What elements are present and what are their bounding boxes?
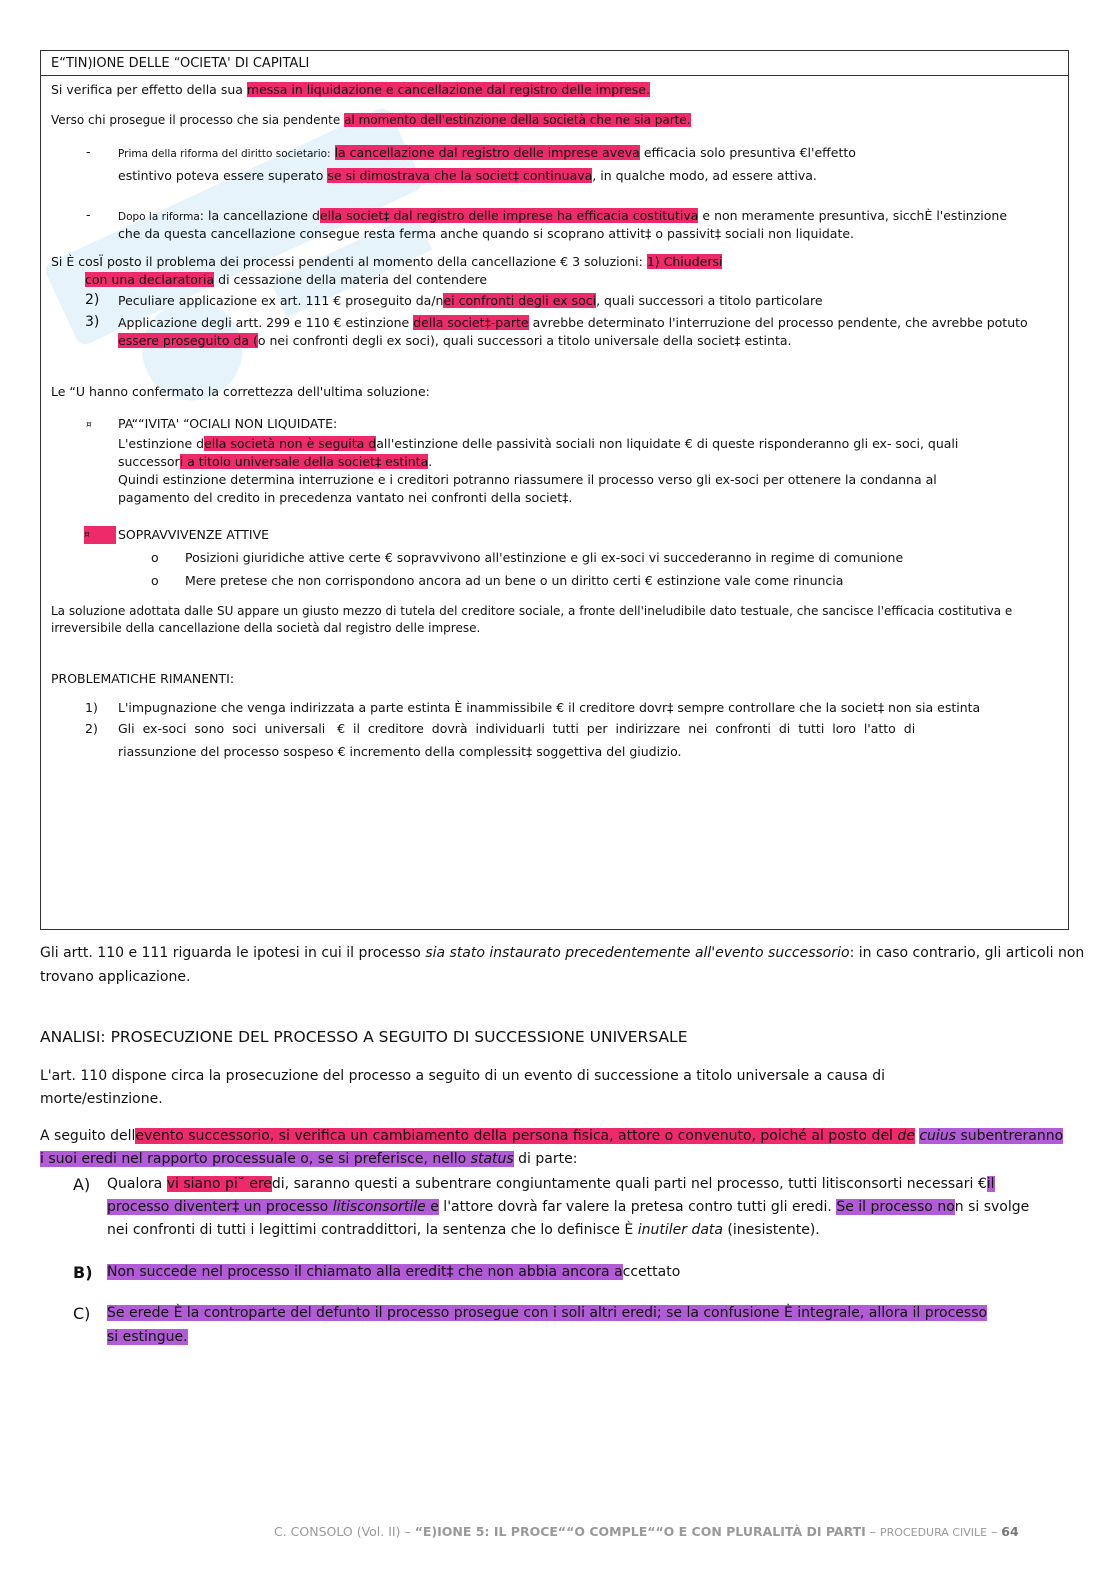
- section-heading: ANALISI: PROSECUZIONE DEL PROCESSO A SEGUITO DI SUCCESSIONE UNIVERSALE: [40, 1028, 688, 1046]
- solution-3-num: 3): [85, 314, 100, 330]
- problem-1: L'impugnazione che venga indirizzata a parte estinta È inammissibile € il creditore dovr‡ sempre controllare che la societ‡ non sia estinta: [118, 700, 981, 715]
- item-a-label: A): [73, 1175, 91, 1194]
- solution-2: Peculiare applicazione ex art. 111 € proseguito da/nei confronti degli ex soci, quali successori a titolo particolare: [118, 293, 823, 308]
- passivita-line-4: pagamento del credito in precedenza vantato nei confronti della societ‡.: [118, 490, 573, 505]
- problems-heading: PROBLEMATICHE RIMANENTI:: [51, 671, 235, 686]
- art110-line-2: morte/estinzione.: [40, 1091, 163, 1107]
- item-a-line-2: processo diventer‡ un processo litisconsortile e l'attore dovrà far valere la pretesa contro tutti gli eredi. Se il processo non si svolge: [107, 1199, 1030, 1215]
- passivita-line-2: successori a titolo universale della societ‡ estinta.: [118, 454, 433, 469]
- art110-line-1: L'art. 110 dispone circa la prosecuzione del processo a seguito di un evento di successione a titolo universale a causa di: [40, 1068, 886, 1084]
- square-bullet: ¤: [84, 526, 116, 544]
- circle-bullet: o: [151, 573, 159, 588]
- solutions-intro: Si È cosÏ posto il problema dei processi pendenti al momento della cancellazione € 3 soluzioni: 1) Chiudersi: [51, 254, 723, 269]
- page-number: 64: [1001, 1524, 1019, 1539]
- solution-2-num: 2): [85, 292, 100, 308]
- intro-line-2: Verso chi prosegue il processo che sia pendente al momento dell'estinzione della società che ne sia parte.: [51, 113, 691, 127]
- dash-bullet: -: [86, 207, 91, 222]
- artt-paragraph-line-2: trovano applicazione.: [40, 969, 191, 985]
- solution-3-line-1: Applicazione degli artt. 299 e 110 € estinzione della societ‡-parte avrebbe determinato l'interruzione del processo pendente, che avrebbe potuto: [118, 315, 1028, 330]
- item-b-label: B): [73, 1263, 93, 1282]
- page-footer: C. CONSOLO (Vol. II) – “E)IONE 5: IL PROCE““O COMPLE““O E CON PLURALITÀ DI PARTI – PROCEDURA CIVILE – 64: [274, 1524, 1019, 1539]
- conclusion-line-1: La soluzione adottata dalle SU appare un giusto mezzo di tutela del creditore sociale, a fronte dell'ineludibile dato testuale, che sancisce l'efficacia costitutiva e: [51, 604, 1013, 618]
- item-c-line-2: si estingue.: [107, 1329, 188, 1345]
- square-bullet: ¤: [86, 420, 92, 430]
- conclusion-line-2: irreversibile della cancellazione della società dal registro delle imprese.: [51, 621, 481, 635]
- b1-line-2: estintivo poteva essere superato se si dimostrava che la societ‡ continuava, in qualche modo, ad essere attiva.: [118, 168, 817, 183]
- problem-2-line-1: Gli ex-soci sono soci universali € il creditore dovrà individuarli tutti per indirizzare nei confronti di tutti loro l'atto di: [118, 721, 916, 736]
- passivita-line-1: L'estinzione della società non è seguita dall'estinzione delle passività sociali non liquidate € di queste risponderanno gli ex- soci, quali: [118, 436, 959, 451]
- b2-line-1: Dopo la riforma: la cancellazione della societ‡ dal registro delle imprese ha efficacia costitutiva e non meramente presuntiva, sicchÈ l'estinzione: [118, 208, 1008, 223]
- attive-item-2: Mere pretese che non corrispondono ancora ad un bene o un diritto certi € estinzione vale come rinuncia: [185, 573, 844, 588]
- circle-bullet: o: [151, 550, 159, 565]
- solution-1-cont: con una declaratoria di cessazione della materia del contendere: [85, 272, 488, 287]
- su-confirmation: Le “U hanno confermato la correttezza dell'ultima soluzione:: [51, 384, 430, 399]
- passivita-line-3: Quindi estinzione determina interruzione e i creditori potranno riassumere il processo verso gli ex-soci per ottenere la condanna al: [118, 472, 937, 487]
- problem-1-num: 1): [85, 700, 98, 715]
- problem-2-num: 2): [85, 721, 98, 736]
- problem-2-line-2: riassunzione del processo sospeso € incremento della complessit‡ soggettiva del giudizio.: [118, 744, 682, 759]
- passivita-heading: PA““IVITA' “OCIALI NON LIQUIDATE:: [118, 416, 338, 431]
- succession-line-1: A seguito dellevento successorio, si verifica un cambiamento della persona fisica, attore o convenuto, poiché al posto del de cuius subentreranno: [40, 1128, 1064, 1144]
- intro-line-1: Si verifica per effetto della sua messa in liquidazione e cancellazione dal registro delle imprese.: [51, 82, 650, 97]
- b2-line-2: che da questa cancellazione consegue resta ferma anche quando si scoprano attivit‡ o passivit‡ sociali non liquidate.: [118, 226, 855, 241]
- item-c-line-1: Se erede È la controparte del defunto il processo prosegue con i soli altri eredi; se la confusione È integrale, allora il processo: [107, 1305, 988, 1321]
- box-title: E“TIN)IONE DELLE “OCIETA' DI CAPITALI: [51, 56, 310, 71]
- attive-heading: SOPRAVVIVENZE ATTIVE: [118, 527, 270, 542]
- item-a-line-1: Qualora vi siano pi˘ eredi, saranno questi a subentrare congiuntamente quali parti nel processo, tutti litisconsorti necessari €il: [107, 1176, 995, 1192]
- succession-line-2: i suoi eredi nel rapporto processuale o, se si preferisce, nello status di parte:: [40, 1151, 578, 1167]
- b1-line-1: Prima della riforma del diritto societario: la cancellazione dal registro delle imprese aveva efficacia solo presuntiva €l'effetto: [118, 145, 856, 160]
- item-b-line-1: Non succede nel processo il chiamato alla eredit‡ che non abbia ancora accettato: [107, 1264, 681, 1280]
- item-a-line-3: nei confronti di tutti i legittimi contraddittori, la sentenza che lo definisce È inutiler data (inesistente).: [107, 1222, 820, 1238]
- item-c-label: C): [73, 1304, 91, 1323]
- solution-3-line-2: essere proseguito da (o nei confronti degli ex soci), quali successori a titolo universale della societ‡ estinta.: [118, 333, 792, 348]
- artt-paragraph-line-1: Gli artt. 110 e 111 riguarda le ipotesi in cui il processo sia stato instaurato precedentemente all'evento successorio: in caso contrario, gli articoli non: [40, 945, 1085, 961]
- attive-item-1: Posizioni giuridiche attive certe € sopravvivono all'estinzione e gli ex-soci vi succederanno in regime di comunione: [185, 550, 904, 565]
- dash-bullet: -: [86, 144, 91, 159]
